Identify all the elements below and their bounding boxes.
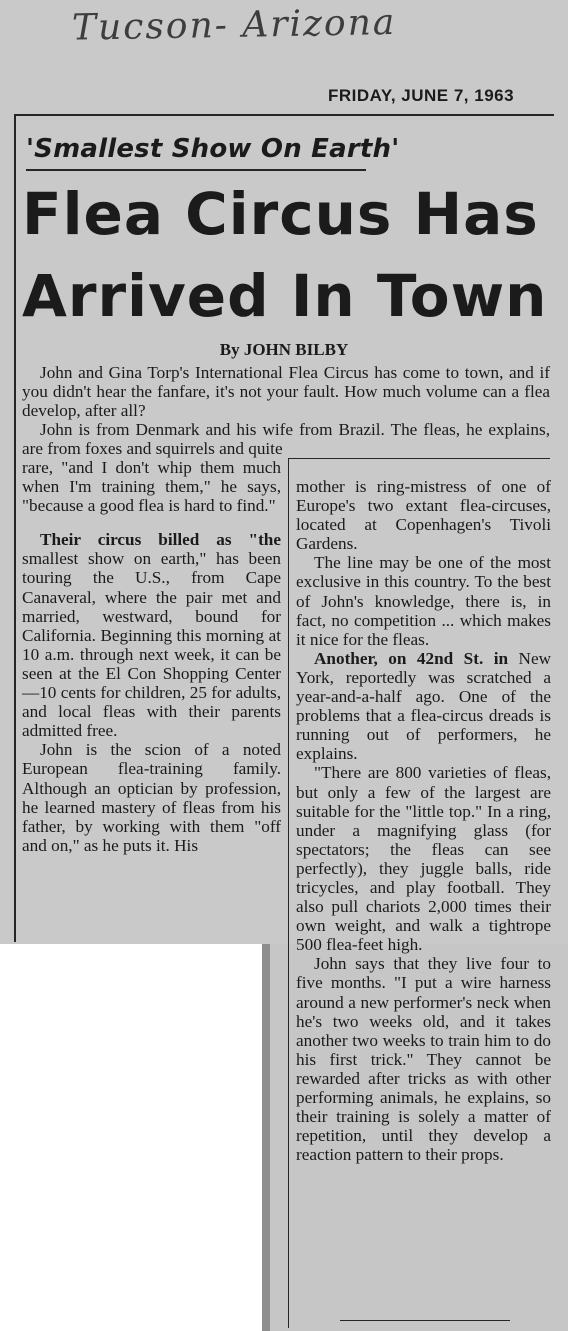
- left-column: [22, 458, 281, 855]
- headline-line-2: Arrived In Town: [22, 262, 548, 330]
- end-rule: [340, 1320, 510, 1321]
- date-line: FRIDAY, JUNE 7, 1963: [328, 86, 515, 105]
- handwritten-location-note: Tucson- Arizona: [71, 2, 397, 49]
- clipping-edge-shadow: [262, 944, 270, 1331]
- right-column: [296, 477, 551, 1164]
- headline-line-1: Flea Circus Has: [22, 180, 539, 248]
- kicker-underline: [26, 169, 366, 171]
- lead-paragraphs: [22, 363, 550, 458]
- column-top-rule: [288, 458, 550, 459]
- body-paragraph: The line may be one of the most exclusive in this country. To the best of John's knowledge, there is, in fact, no competition ... which makes it nice for the fleas.: [296, 553, 551, 649]
- left-frame-rule: [14, 116, 16, 942]
- body-paragraph: rare, "and I don't whip them much when I'm training them," he says, "because a good flea is hard to find.": [22, 458, 281, 516]
- body-paragraph: John is the scion of a noted European flea-training family. Although an optician by profession, he learned mastery of fleas from his father, by working with them "off and on," as he puts it. His: [22, 740, 281, 855]
- byline: By JOHN BILBY: [219, 340, 349, 359]
- kicker-headline: 'Smallest Show On Earth': [26, 134, 400, 164]
- body-paragraph: Another, on 42nd St. in New York, reportedly was scratched a year-and-a-half ago. One of the problems that a flea-circus dreads is running out of performers, he explains.: [296, 648, 551, 764]
- body-paragraph: Their circus billed as "the smallest show on earth," has been touring the U.S., from Cape Canaveral, where the pair met and married, westward, bound for California. Beginning this morning at 10 a.m. through next week, it can be seen at the El Con Shopping Center—10 cents for children, 25 for adults, and local fleas with their parents admitted free.: [22, 530, 281, 741]
- body-paragraph: mother is ring-mistress of one of Europe's two extant flea-circuses, located at Copenhagen's Tivoli Gardens.: [296, 477, 551, 554]
- body-paragraph: John says that they live four to five months. "I put a wire harness around a new performer's neck when he's two weeks old, and it takes another two weeks to train him to do his first trick." They cannot be rewarded after tricks as with other performing animals, he explains, so their training is solely a matter of repetition, until they develop a reaction pattern to their props.: [296, 954, 551, 1165]
- body-paragraph: "There are 800 varieties of fleas, but only a few of the largest are suitable for the "little top." In a ring, under a magnifying glass (for spectators; the fleas can see perfectly), they juggle balls, ride tricycles, and play football. They also pull chariots 2,000 times their own weight, and walk a tightrope 500 flea-feet high.: [296, 763, 551, 955]
- lead-paragraph: John is from Denmark and his wife from Brazil. The fleas, he explains, are from foxes and squirrels and quite: [22, 420, 550, 459]
- lead-paragraph: John and Gina Torp's International Flea Circus has come to town, and if you didn't hear the fanfare, it's not your fault. How much volume can a flea develop, after all?: [22, 363, 550, 421]
- top-rule: [14, 114, 554, 116]
- column-divider: [288, 458, 289, 1328]
